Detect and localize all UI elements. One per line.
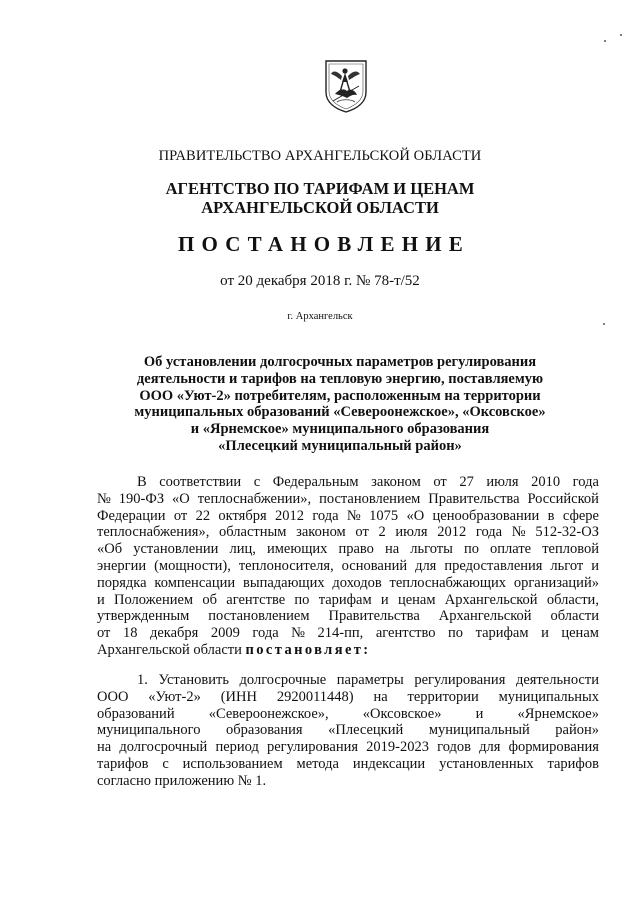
date-and-number: от 20 декабря 2018 г. № 78-т/52: [220, 273, 420, 289]
word: по: [448, 625, 464, 642]
word: от: [173, 507, 188, 524]
text-line: [97, 689, 599, 706]
word: 2012: [274, 507, 304, 524]
word: «Плесецкий: [328, 722, 404, 739]
word: соответствии: [159, 474, 242, 490]
word: лиц,: [229, 541, 256, 558]
word: согласно приложению № 1.: [97, 772, 267, 789]
word: установлении: [133, 541, 219, 558]
word: тарифов: [97, 755, 149, 772]
agency-name-line: АГЕНТСТВО ПО ТАРИФАМ И ЦЕНАМ: [165, 179, 475, 198]
word: по: [463, 541, 479, 558]
word: Российской: [527, 490, 599, 507]
preamble-paragraph: [97, 474, 599, 659]
scan-speck: [603, 323, 605, 325]
word: 2009: [210, 625, 240, 642]
word: области,: [546, 591, 599, 608]
word: года: [572, 474, 599, 490]
word: года: [475, 524, 503, 541]
word: энергии: [97, 557, 147, 574]
word: октября: [218, 507, 267, 524]
word: №: [97, 490, 111, 507]
word: метода: [296, 755, 339, 772]
word: агентство: [375, 625, 436, 642]
word: 2019-2023: [366, 739, 429, 756]
scan-speck: [604, 40, 606, 42]
word: июля: [486, 474, 519, 490]
word: порядка: [97, 574, 147, 591]
agency-name-line: АРХАНГЕЛЬСКОЙ ОБЛАСТИ: [201, 198, 439, 217]
word: теплоснабжающих: [389, 574, 507, 591]
word: постановлением: [208, 608, 310, 625]
word: областным: [219, 524, 287, 541]
document-type-title: ПОСТАНОВЛЕНИЕ: [177, 232, 471, 256]
word: утвержденным: [97, 608, 190, 625]
word: 2012: [437, 524, 467, 541]
word: долгосрочный: [119, 739, 208, 756]
word: муниципальных: [498, 688, 599, 705]
word: «О: [406, 507, 425, 524]
word: для: [415, 557, 437, 574]
word: тарифам: [318, 591, 372, 608]
word: законом: [296, 524, 346, 541]
word: Правительства: [428, 490, 520, 507]
word: Архангельской области: [97, 641, 242, 658]
word: деятельности: [515, 672, 599, 688]
word: 214-пп,: [317, 625, 364, 642]
word: тарифов: [547, 755, 599, 772]
word: Федерации: [97, 507, 166, 524]
word: №: [291, 625, 306, 642]
word: агентстве: [226, 591, 286, 608]
text-line: [97, 773, 599, 790]
word: Федеральным: [272, 474, 359, 490]
word: 1.: [137, 672, 148, 688]
word: теплоснабжения»,: [97, 524, 210, 541]
word: муниципального: [97, 722, 201, 739]
word: (ИНН: [220, 688, 257, 705]
word: регулирования: [414, 672, 506, 688]
word: тепловой: [542, 541, 599, 558]
government-name: ПРАВИТЕЛЬСТВО АРХАНГЕЛЬСКОЙ ОБЛАСТИ: [158, 148, 482, 164]
text-line: [97, 739, 599, 756]
word: декабря: [149, 625, 199, 642]
word: области: [550, 608, 599, 625]
agency-name: [0, 179, 640, 217]
word: муниципальный: [428, 722, 530, 739]
word: июля: [395, 524, 428, 541]
text-line: [97, 491, 599, 508]
word: предоставления: [444, 557, 543, 574]
word: «Оксовское»: [362, 705, 442, 722]
word: ценам: [397, 591, 436, 608]
word: параметры: [336, 672, 404, 688]
text-line: [97, 608, 599, 625]
text-line: [97, 625, 599, 642]
word: имеющих: [267, 541, 328, 558]
word: на: [385, 541, 400, 558]
word: об: [202, 591, 217, 608]
word: ООО: [97, 688, 129, 705]
word: постановлением: [319, 490, 421, 507]
word: 512-32-ОЗ: [535, 524, 599, 541]
word: формирования: [508, 739, 599, 756]
word: теплоснабжении»,: [197, 490, 312, 507]
word: и: [591, 557, 599, 574]
word: Установить: [158, 672, 229, 688]
word: ценам: [561, 625, 599, 642]
word: Архангельской: [438, 608, 532, 625]
resolves-verb: постановляет:: [245, 641, 371, 658]
text-line: [97, 672, 599, 689]
word: года: [312, 507, 339, 524]
word: №: [346, 507, 361, 524]
word: в: [547, 507, 555, 524]
word: 190-ФЗ: [118, 490, 165, 507]
text-line: [97, 592, 599, 609]
word: и: [380, 591, 389, 608]
word: ценообразовании: [432, 507, 540, 524]
word: тарифам: [475, 625, 529, 642]
word: организаций»: [513, 574, 599, 591]
word: льготы: [410, 541, 453, 558]
subject-line: ООО «Уют-2» потребителям, расположенным на территории: [139, 387, 541, 404]
word: и: [541, 625, 549, 642]
word: на: [373, 688, 388, 705]
word: В: [137, 474, 147, 490]
word: «Североонежское»,: [208, 705, 329, 722]
text-line: [97, 722, 599, 739]
word: Положением: [114, 591, 194, 608]
word: сфере: [562, 507, 599, 524]
word: 18: [122, 625, 138, 642]
word: 27: [459, 474, 474, 490]
subject-line: и «Ярнемское» муниципального образования: [190, 421, 490, 438]
text-line: [97, 524, 599, 541]
word: период: [215, 739, 259, 756]
word: оснований: [341, 557, 408, 574]
word: льгот: [550, 557, 584, 574]
word: годов: [437, 739, 472, 756]
word: на: [97, 739, 112, 756]
word: установленных: [439, 755, 534, 772]
word: 2: [378, 524, 386, 541]
text-line: [97, 474, 599, 491]
word: Архангельской: [444, 591, 538, 608]
word: и: [475, 705, 484, 722]
text-line: [97, 706, 599, 723]
text-line: [97, 508, 599, 525]
word: территории: [407, 688, 479, 705]
subject-line: деятельности и тарифов на тепловую энергию, поставляемую: [136, 370, 544, 387]
word: образования: [226, 722, 303, 739]
word: «Об: [97, 541, 123, 558]
subject-line: Об установлении долгосрочных параметров регулирования: [143, 354, 537, 370]
word: и: [97, 591, 105, 608]
word: индексации: [352, 755, 426, 772]
word: выпадающих: [242, 574, 325, 591]
word: с: [162, 755, 169, 772]
word: Правительства: [328, 608, 420, 625]
subject-line: муниципальных образований «Североонежское», «Оксовское»: [134, 404, 546, 421]
word: «Ярнемское»: [517, 705, 599, 722]
item-1-paragraph: [97, 672, 599, 790]
word: образований: [97, 705, 175, 722]
word: №: [511, 524, 526, 541]
word: оплате: [490, 541, 532, 558]
word: использованием: [182, 755, 283, 772]
word: доходов: [332, 574, 382, 591]
subject-line: «Плесецкий муниципальный район»: [218, 437, 462, 454]
word: регулирования: [266, 739, 359, 756]
word: по: [294, 591, 310, 608]
word: от: [97, 625, 111, 642]
text-line: [97, 575, 599, 592]
word: для: [479, 739, 501, 756]
word: года: [252, 625, 279, 642]
word: «Уют-2»: [148, 688, 201, 705]
city-name: г. Архангельск: [287, 311, 353, 322]
word: компенсации: [154, 574, 236, 591]
text-line: [97, 756, 599, 773]
word: законом: [371, 474, 421, 490]
word: «О: [172, 490, 190, 507]
word: 2010: [531, 474, 561, 490]
coat-of-arms-icon: [323, 58, 369, 114]
word: (мощности),: [154, 557, 231, 574]
word: 2920011448): [276, 688, 354, 705]
word: теплоносителя,: [238, 557, 334, 574]
text-line: [97, 541, 599, 558]
text-line: [97, 642, 599, 659]
word: с: [253, 474, 261, 490]
word: 22: [195, 507, 211, 524]
word: от: [433, 474, 447, 490]
word: право: [338, 541, 374, 558]
scan-speck: [620, 34, 622, 36]
word: от: [355, 524, 369, 541]
word: 1075: [369, 507, 399, 524]
document-subject: [100, 354, 580, 455]
text-line: [97, 558, 599, 575]
word: долгосрочные: [239, 672, 327, 688]
word: район»: [555, 722, 599, 739]
